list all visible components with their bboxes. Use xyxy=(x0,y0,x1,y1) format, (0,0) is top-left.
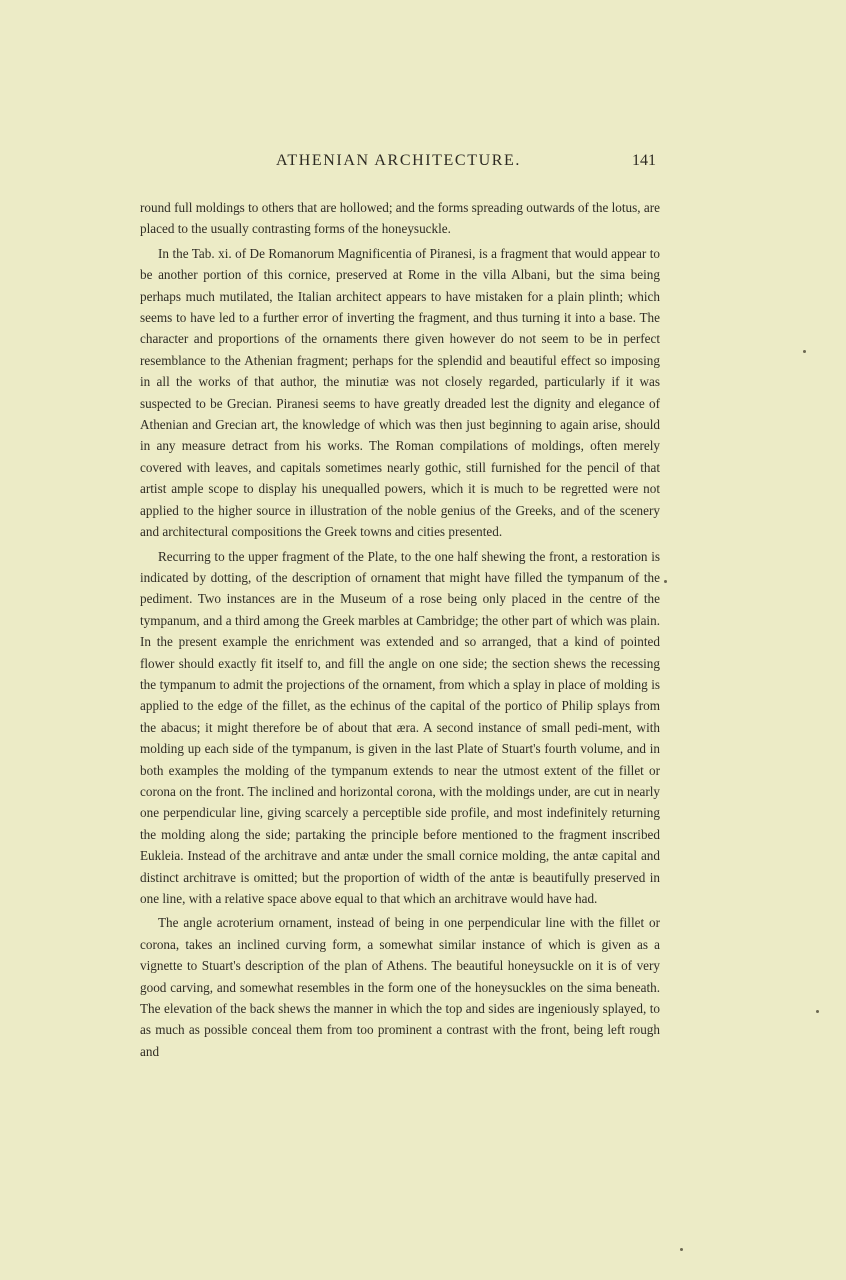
paper-speck xyxy=(680,1248,683,1251)
paper-speck xyxy=(803,350,806,353)
paragraph: Recurring to the upper fragment of the Plate, to the one half shewing the front, a restoration is indicated by dotting, of the description of ornament that might have filled the tympanum of the pediment. Two instances are in the Museum of a rose being only placed in the centre of the tympanum, and a third among the Greek marbles at Cambridge; the other part of which was plain. In the present example the enrichment was extended and so arranged, that a kind of pointed flower should exactly fit itself to, and fill the angle on one side; the section shews the recessing the tympanum to admit the projections of the ornament, from which a splay in place of molding is applied to the edge of the fillet, as the echinus of the capital of the portico of Philip splays from the abacus; it might therefore be of about that æra. A second instance of small pedi-ment, with molding up each side of the tympanum, is given in the last Plate of Stuart's fourth volume, and in both examples the molding of the tympanum extends to near the utmost extent of the fillet or corona on the front. The inclined and horizontal corona, with the moldings under, are cut in nearly one perpendicular line, giving scarcely a perceptible side profile, and most indefinitely returning the molding along the side; partaking the principle before mentioned to the fragment inscribed Eukleia. Instead of the architrave and antæ under the small cornice molding, the antæ capital and distinct architrave is omitted; but the proportion of width of the antæ is beautifully preserved in one line, with a relative space above equal to that which an architrave would have had. xyxy=(140,548,660,906)
page-number: 141 xyxy=(632,152,656,169)
paragraph: The angle acroterium ornament, instead of being in one perpendicular line with the fillet or corona, takes an inclined curving form, a somewhat similar instance of which is given as a vignette to Stuart's description of the plan of Athens. The beautiful honeysuckle on it is of very good carving, and somewhat resembles in the form one of the honeysuckles on the sima beneath. The elevation of the back shews the manner in which the top and sides are ingeniously splayed, to as much as possible conceal them from too prominent a contrast with the front, being left rough and xyxy=(140,915,660,1059)
paragraph: round full moldings to others that are hollowed; and the forms spreading outwards of the lotus, are placed to the usually contrasting forms of the honeysuckle. xyxy=(140,200,660,237)
body-text xyxy=(140,197,660,1065)
running-head: ATHENIAN ARCHITECTURE. xyxy=(276,152,521,169)
paragraph: In the Tab. xi. of De Romanorum Magnificentia of Piranesi, is a fragment that would appear to be another portion of this cornice, preserved at Rome in the villa Albani, but the sima being perhaps much mutilated, the Italian architect appears to have mistaken for a plain plinth; which seems to have led to a further error of inverting the fragment, and thus turning it into a base. The character and proportions of the ornaments there given however do not seem to be in perfect resemblance to the Athenian fragment; perhaps for the splendid and beautiful effect so imposing in all the works of that author, the minutiæ was not closely regarded, particularly if it was suspected to be Grecian. Piranesi seems to have greatly dreaded lest the dignity and elegance of Athenian and Grecian art, the knowledge of which was then just beginning to again arise, should in any measure detract from his works. The Roman compilations of moldings, often merely covered with leaves, and capitals sometimes nearly gothic, still furnished for the pencil of that artist ample scope to display his unequalled powers, which it is much to be regretted were not applied to the higher source in illustration of the noble genius of the Greeks, and of the scenery and architectural compositions the Greek towns and cities presented. xyxy=(140,245,660,540)
paper-speck xyxy=(816,1010,819,1013)
paper-speck xyxy=(664,580,667,583)
page-header xyxy=(150,152,660,182)
